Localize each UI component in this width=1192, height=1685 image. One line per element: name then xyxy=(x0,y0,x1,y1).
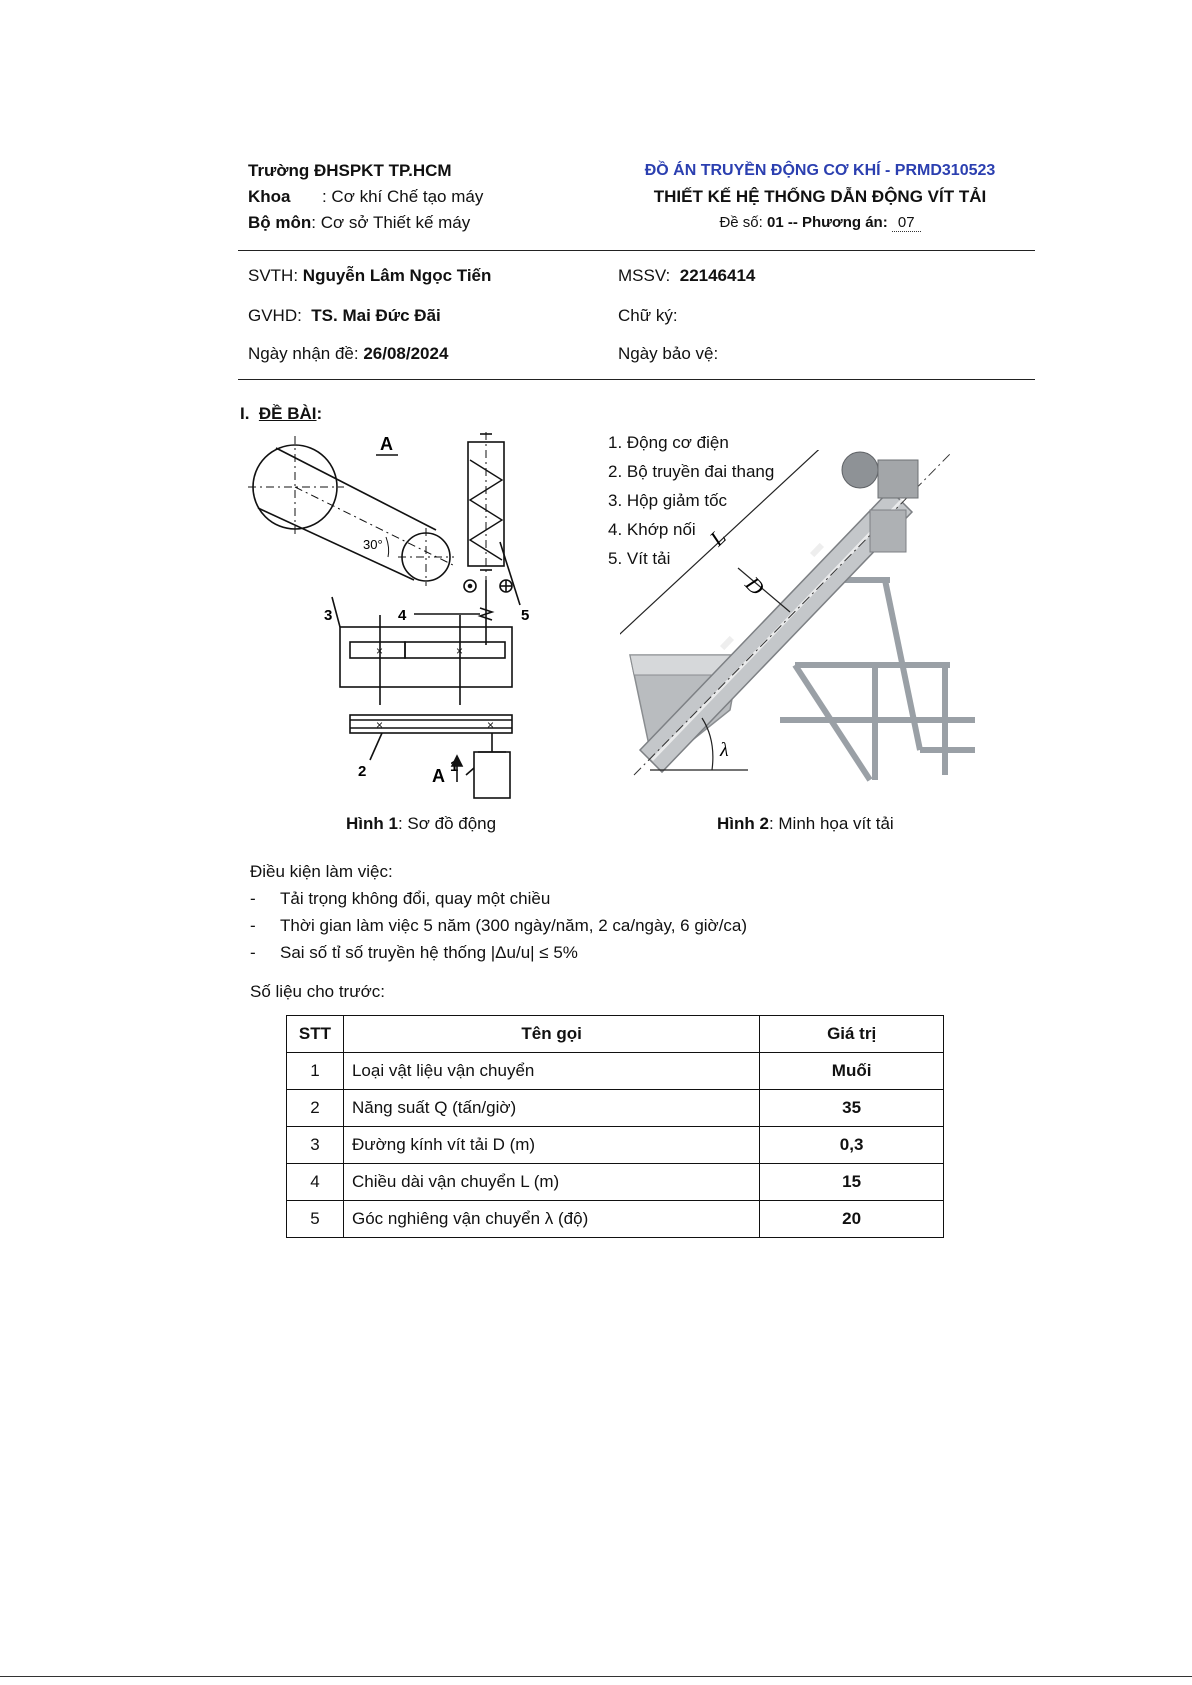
cell-name: Năng suất Q (tấn/giờ) xyxy=(343,1090,759,1127)
school-name: Trường ĐHSPKT TP.HCM xyxy=(248,161,452,180)
defense-label: Ngày bảo vệ: xyxy=(618,344,719,363)
table-header-row xyxy=(287,1016,944,1053)
table-row xyxy=(287,1090,944,1127)
svg-text:×: × xyxy=(376,644,384,658)
faculty-value: : Cơ khí Chế tạo máy xyxy=(321,187,484,206)
label-2: 2 xyxy=(358,763,367,780)
dept-value: : Cơ sở Thiết kế máy xyxy=(311,213,471,232)
table-row xyxy=(287,1164,944,1201)
cell-value: 15 xyxy=(760,1164,944,1201)
screw-conveyor-schematic xyxy=(464,432,520,605)
angle-label: 30° xyxy=(363,537,383,552)
column-header-name: Tên gọi xyxy=(343,1016,759,1053)
deso-value: 01 xyxy=(766,214,784,231)
label-l: L xyxy=(704,524,731,551)
figure1-caption: Hình 1: Sơ đồ động xyxy=(346,814,497,833)
dept-label: Bộ môn xyxy=(248,213,312,232)
cell-value: 20 xyxy=(760,1201,944,1238)
divider-top xyxy=(238,250,1035,251)
belt-drive-schematic xyxy=(350,715,512,760)
belt-view-a xyxy=(248,436,454,586)
view-a-label: A xyxy=(380,434,393,454)
table-row xyxy=(287,1053,944,1090)
date-value: 26/08/2024 xyxy=(363,344,449,363)
conditions-title: Điều kiện làm việc: xyxy=(250,862,393,881)
gvhd-value: TS. Mai Đức Đãi xyxy=(311,306,441,325)
cell-name: Chiều dài vận chuyển L (m) xyxy=(343,1164,759,1201)
legend-item: 1. Động cơ điện xyxy=(608,433,729,452)
column-header-value: Giá trị xyxy=(760,1016,944,1053)
cell-value: 35 xyxy=(760,1090,944,1127)
working-conditions xyxy=(250,858,747,966)
legend-item: 4. Khớp nối xyxy=(608,520,696,539)
svg-text:×: × xyxy=(456,644,464,658)
header-left xyxy=(248,158,483,236)
assignment-number: Đề số: 01 -- Phương án: 07 xyxy=(620,210,1020,236)
phuongan-value: 07 xyxy=(892,214,921,232)
header-right xyxy=(620,158,1020,236)
cell-name: Góc nghiêng vận chuyển λ (độ) xyxy=(343,1201,759,1238)
svth-value: Nguyễn Lâm Ngọc Tiến xyxy=(302,266,492,285)
label-5: 5 xyxy=(521,607,530,624)
course-code: ĐỒ ÁN TRUYỀN ĐỘNG CƠ KHÍ - PRMD310523 xyxy=(644,162,996,179)
section-title: I. ĐỀ BÀI: xyxy=(240,404,323,423)
mssv-value: 22146414 xyxy=(679,266,756,285)
svg-text:×: × xyxy=(376,718,384,732)
legend-item: 2. Bộ truyền đai thang xyxy=(608,462,775,481)
faculty-label: Khoa xyxy=(248,187,291,206)
motor-schematic xyxy=(466,733,510,798)
given-data-title: Số liệu cho trước: xyxy=(250,982,385,1001)
cell-name: Loại vật liệu vận chuyển xyxy=(343,1053,759,1090)
arrow-a-label: A xyxy=(432,766,445,786)
svg-text:×: × xyxy=(487,718,495,732)
page-bottom-rule xyxy=(0,1676,1192,1677)
gvhd-line: GVHD: TS. Mai Đức Đãi xyxy=(248,306,441,325)
figure2-caption: Hình 2: Minh họa vít tải xyxy=(717,814,894,833)
cell-name: Đường kính vít tải D (m) xyxy=(343,1127,759,1164)
screw-conveyor-illustration xyxy=(620,450,1000,795)
cell-stt: 4 xyxy=(287,1164,344,1201)
cell-stt: 3 xyxy=(287,1127,344,1164)
table-row xyxy=(287,1127,944,1164)
cell-stt: 1 xyxy=(287,1053,344,1090)
condition-item: - Tải trọng không đổi, quay một chiều xyxy=(250,889,551,908)
cell-stt: 5 xyxy=(287,1201,344,1238)
divider-bottom xyxy=(238,379,1035,380)
given-data-table xyxy=(286,1015,944,1238)
condition-item: - Sai số tỉ số truyền hệ thống |Δu/u| ≤ 5% xyxy=(250,943,578,962)
cell-value: 0,3 xyxy=(760,1127,944,1164)
label-lambda: λ xyxy=(720,739,729,761)
legend-item: 5. Vít tải xyxy=(608,549,671,568)
label-d: D xyxy=(740,571,770,601)
signature-label: Chữ ký: xyxy=(618,306,678,325)
date-line: Ngày nhận đề: 26/08/2024 xyxy=(248,344,449,363)
coupling-schematic xyxy=(414,580,492,645)
dimension-l xyxy=(620,450,856,672)
label-3: 3 xyxy=(324,607,333,624)
label-4: 4 xyxy=(398,607,407,624)
cell-value: Muối xyxy=(760,1053,944,1090)
condition-item: - Thời gian làm việc 5 năm (300 ngày/năm, 2 ca/ngày, 6 giờ/ca) xyxy=(250,916,748,935)
dept-line xyxy=(248,210,483,236)
legend-item: 3. Hộp giảm tốc xyxy=(608,491,728,510)
svth-line: SVTH: Nguyễn Lâm Ngọc Tiến xyxy=(248,266,492,285)
faculty-line xyxy=(248,184,483,210)
column-header-stt: STT xyxy=(287,1016,344,1053)
cell-stt: 2 xyxy=(287,1090,344,1127)
table-row xyxy=(287,1201,944,1238)
mssv-line: MSSV: 22146414 xyxy=(618,266,756,285)
project-title: THIẾT KẾ HỆ THỐNG DẪN ĐỘNG VÍT TẢI xyxy=(653,187,987,206)
conveyor-tube xyxy=(634,454,950,775)
kinematic-diagram xyxy=(248,430,578,810)
